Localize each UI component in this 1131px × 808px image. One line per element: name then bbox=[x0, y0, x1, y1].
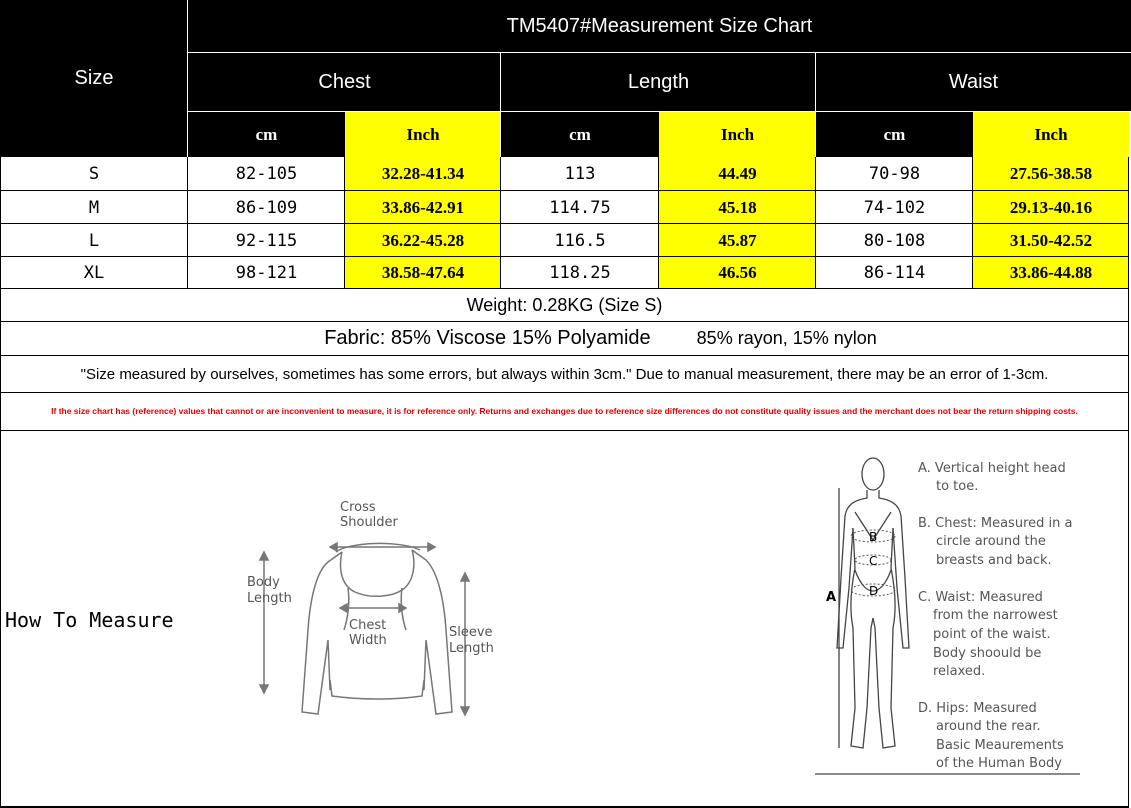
chart-title-cell bbox=[188, 0, 1131, 52]
body-note-c: C. Waist: Measured bbox=[918, 590, 1043, 605]
table-cell bbox=[816, 157, 973, 191]
how-to-measure-label: How To Measure bbox=[5, 608, 174, 632]
body-letter-d: D bbox=[869, 584, 879, 598]
table-cell bbox=[973, 224, 1129, 257]
table-cell bbox=[973, 157, 1129, 191]
body-note-c: point of the waist. bbox=[933, 627, 1051, 642]
unit-length-cm bbox=[501, 112, 659, 157]
cross-shoulder-label: Cross bbox=[340, 500, 376, 515]
table-cell bbox=[816, 224, 973, 257]
unit-label: cm bbox=[883, 124, 906, 144]
group-label-length: Length bbox=[627, 70, 690, 93]
chest-cm-value: 92-115 bbox=[235, 230, 298, 251]
waist-cm-value: 74-102 bbox=[863, 197, 926, 218]
chest-cm-value: 86-109 bbox=[235, 197, 298, 218]
group-label-chest: Chest bbox=[318, 70, 371, 93]
body-letter-a: A bbox=[826, 590, 837, 605]
size-value: XL bbox=[83, 263, 105, 283]
table-cell bbox=[501, 191, 659, 224]
table-row-size bbox=[0, 224, 188, 257]
waist-inch-value: 33.86-44.88 bbox=[1009, 263, 1093, 282]
length-cm-value: 118.25 bbox=[549, 263, 611, 283]
table-cell bbox=[659, 224, 816, 257]
measure-note-text: "Size measured by ourselves, sometimes has some errors, but always within 3cm." Due to manual measurement, there may be an error of 1-3cm. bbox=[80, 365, 1049, 383]
length-inch-value: 45.87 bbox=[718, 230, 757, 250]
group-header-length bbox=[501, 52, 816, 112]
fabric-row bbox=[0, 322, 1129, 355]
chest-width-label: Width bbox=[349, 633, 387, 648]
table-cell bbox=[188, 157, 345, 191]
body-note-b: breasts and back. bbox=[936, 553, 1052, 568]
disclaimer-text: If the size chart has (reference) values that cannot or are inconvenient to measure, it is for reference only. Returns and exchanges due to reference size differences do not constitute quality issues and the merchant does not bear the return shipping costs. bbox=[51, 406, 1078, 416]
unit-waist-cm bbox=[816, 112, 973, 157]
body-note-d: around the rear. bbox=[936, 719, 1041, 734]
waist-cm-value: 70-98 bbox=[868, 164, 921, 184]
weight-row bbox=[0, 289, 1129, 321]
waist-cm-value: 86-114 bbox=[863, 263, 926, 283]
body-note-c: relaxed. bbox=[933, 664, 986, 679]
length-cm-value: 114.75 bbox=[549, 197, 611, 218]
body-note-c: Body shoould be bbox=[933, 646, 1042, 661]
chest-inch-value: 33.86-42.91 bbox=[381, 197, 465, 217]
waist-cm-value: 80-108 bbox=[863, 230, 926, 251]
body-note-b: B. Chest: Measured in a bbox=[918, 516, 1073, 531]
body-note-c: from the narrowest bbox=[933, 608, 1058, 623]
table-cell bbox=[188, 224, 345, 257]
chest-cm-value: 98-121 bbox=[235, 263, 298, 283]
chest-inch-value: 36.22-45.28 bbox=[381, 230, 465, 250]
sweater-diagram bbox=[230, 490, 520, 730]
chest-inch-value: 32.28-41.34 bbox=[381, 164, 465, 183]
unit-waist-inch bbox=[973, 112, 1129, 157]
sleeve-length-label: Length bbox=[449, 641, 494, 656]
size-header-cell bbox=[0, 0, 188, 157]
length-inch-value: 44.49 bbox=[718, 164, 757, 183]
table-cell bbox=[188, 257, 345, 289]
table-cell bbox=[345, 191, 501, 224]
size-value: M bbox=[88, 197, 100, 218]
table-cell bbox=[973, 257, 1129, 289]
size-value: S bbox=[88, 164, 100, 184]
waist-inch-value: 29.13-40.16 bbox=[1009, 197, 1093, 217]
fabric-alt-text: 85% rayon, 15% nylon bbox=[696, 328, 877, 348]
body-note-d: of the Human Body bbox=[936, 756, 1062, 771]
unit-length-inch bbox=[659, 112, 816, 157]
table-cell bbox=[345, 224, 501, 257]
table-row-size bbox=[0, 191, 188, 224]
length-cm-value: 113 bbox=[564, 164, 596, 184]
unit-chest-cm bbox=[188, 112, 345, 157]
unit-chest-inch bbox=[345, 112, 501, 157]
unit-label: Inch bbox=[720, 124, 755, 144]
body-note-d: Basic Meaurements bbox=[936, 738, 1064, 753]
body-note-d: D. Hips: Measured bbox=[918, 701, 1037, 716]
group-header-chest bbox=[188, 52, 501, 112]
table-cell bbox=[501, 257, 659, 289]
table-cell bbox=[501, 224, 659, 257]
body-length-label: Body bbox=[247, 575, 280, 590]
unit-label: Inch bbox=[1034, 124, 1068, 144]
group-header-waist bbox=[816, 52, 1131, 112]
table-cell bbox=[816, 191, 973, 224]
body-note-a: to toe. bbox=[936, 479, 979, 494]
cross-shoulder-label: Shoulder bbox=[340, 515, 398, 530]
table-cell bbox=[659, 257, 816, 289]
unit-label: cm bbox=[255, 124, 278, 144]
chest-width-label: Chest bbox=[349, 618, 387, 633]
sleeve-length-label: Sleeve bbox=[449, 625, 493, 640]
waist-inch-value: 31.50-42.52 bbox=[1009, 230, 1093, 250]
length-cm-value: 116.5 bbox=[554, 230, 606, 251]
size-value: L bbox=[88, 230, 100, 251]
body-letter-b: B bbox=[869, 530, 878, 544]
chest-cm-value: 82-105 bbox=[235, 164, 298, 184]
body-letter-c: C bbox=[869, 554, 878, 568]
table-cell bbox=[659, 157, 816, 191]
waist-inch-value: 27.56-38.58 bbox=[1009, 164, 1093, 183]
body-diagram bbox=[815, 448, 1115, 778]
body-length-label: Length bbox=[247, 591, 292, 606]
table-cell bbox=[345, 157, 501, 191]
disclaimer-row bbox=[0, 393, 1129, 430]
fabric-text: Fabric: 85% Viscose 15% Polyamide bbox=[324, 327, 651, 349]
table-cell bbox=[973, 191, 1129, 224]
table-cell bbox=[816, 257, 973, 289]
unit-label: cm bbox=[569, 124, 591, 144]
table-row-size bbox=[0, 157, 188, 191]
table-cell bbox=[188, 191, 345, 224]
length-inch-value: 45.18 bbox=[718, 197, 757, 217]
table-cell bbox=[501, 157, 659, 191]
size-header-label: Size bbox=[74, 67, 114, 89]
chart-title: TM5407#Measurement Size Chart bbox=[506, 14, 813, 37]
body-note-b: circle around the bbox=[936, 534, 1046, 549]
body-note-a: A. Vertical height head bbox=[918, 461, 1066, 476]
group-label-waist: Waist bbox=[948, 70, 999, 93]
length-inch-value: 46.56 bbox=[718, 263, 757, 282]
chest-inch-value: 38.58-47.64 bbox=[381, 263, 465, 282]
table-cell bbox=[345, 257, 501, 289]
table-row-size bbox=[0, 257, 188, 289]
weight-text: Weight: 0.28KG (Size S) bbox=[466, 294, 663, 315]
unit-label: Inch bbox=[406, 124, 440, 144]
measure-note-row bbox=[0, 356, 1129, 392]
table-cell bbox=[659, 191, 816, 224]
